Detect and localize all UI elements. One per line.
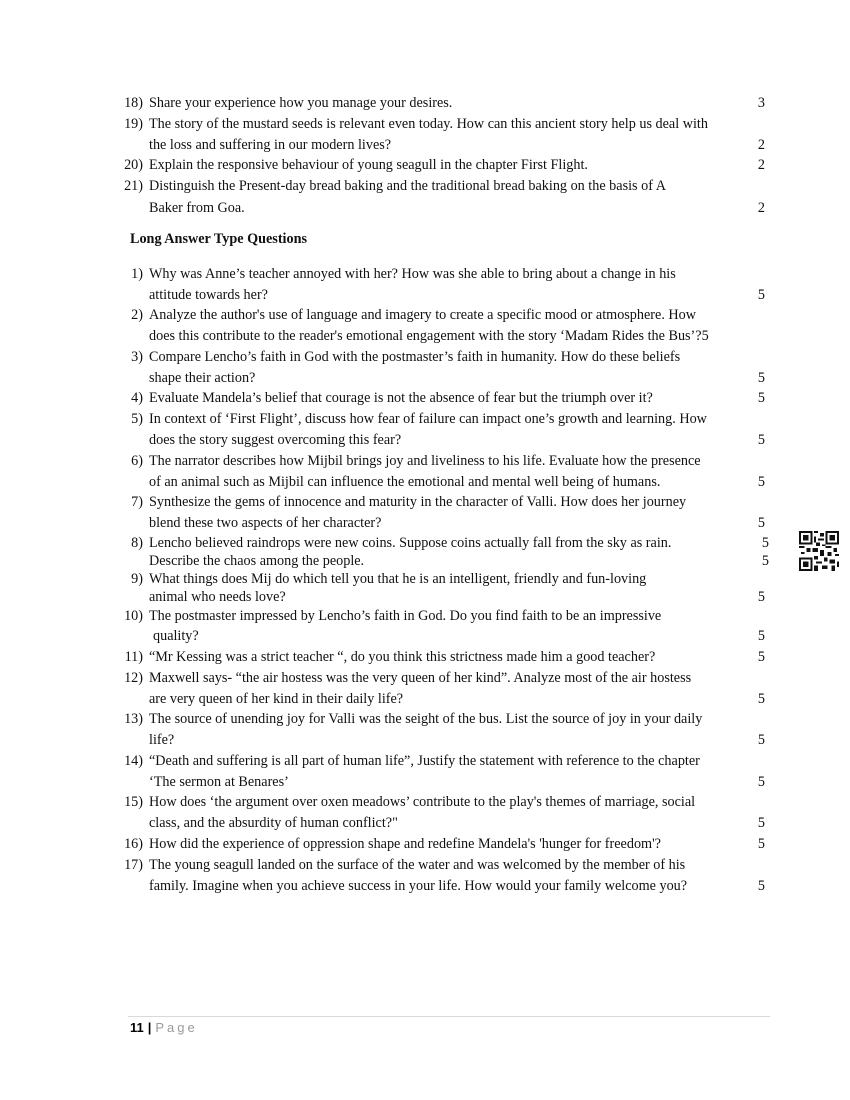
question-number: 15)	[124, 794, 143, 810]
question-marks: 5	[757, 836, 765, 852]
question-marks: 5	[757, 628, 765, 644]
question-text: ‘The sermon at Benares’	[149, 773, 289, 790]
question-number: 10)	[124, 608, 143, 624]
question-number: 4)	[131, 390, 143, 406]
question-marks: 5	[757, 649, 765, 665]
question-text: In context of ‘First Flight’, discuss how fear of failure can impact one’s growth and learning. How	[149, 411, 707, 427]
question-marks: 5	[761, 535, 769, 551]
question-text: shape their action?	[149, 370, 256, 386]
question-marks: 5	[757, 370, 765, 386]
question-marks: 5	[757, 474, 765, 490]
question-text: The story of the mustard seeds is relevant even today. How can this ancient story help us deal with	[149, 116, 708, 132]
question-number: 20)	[124, 157, 143, 173]
question-text: “Mr Kessing was a strict teacher “, do you think this strictness made him a good teacher?	[149, 649, 656, 665]
question-marks: 2	[757, 136, 765, 153]
question-number: 18)	[124, 95, 143, 111]
question-text: The young seagull landed on the surface of the water and was welcomed by the member of his	[149, 857, 686, 873]
section-heading: Long Answer Type Questions	[130, 231, 307, 247]
question-number: 13)	[124, 711, 143, 727]
question-text: What things does Mij do which tell you that he is an intelligent, friendly and fun-loving	[149, 571, 647, 587]
qr-code-icon	[799, 531, 839, 571]
question-text: life?	[149, 732, 175, 748]
question-number: 17)	[124, 857, 143, 873]
question-marks: 5	[757, 515, 765, 531]
question-text: Describe the chaos among the people.	[149, 553, 365, 569]
question-text: Explain the responsive behaviour of young seagull in the chapter First Flight.	[149, 157, 588, 173]
footer-separator: |	[147, 1020, 152, 1035]
question-number: 1)	[131, 266, 143, 282]
question-text: The postmaster impressed by Lencho’s faith in God. Do you find faith to be an impressive	[149, 608, 662, 624]
question-text: class, and the absurdity of human conflict?"	[149, 815, 398, 831]
page-footer	[130, 1020, 198, 1035]
question-marks: 5	[757, 815, 765, 831]
question-text: Distinguish the Present-day bread baking and the traditional bread baking on the basis of A	[149, 178, 666, 194]
question-marks: 3	[757, 95, 765, 111]
question-number: 5)	[131, 411, 143, 427]
question-number: 21)	[124, 178, 143, 194]
question-number: 12)	[124, 670, 143, 686]
question-marks: 5	[757, 589, 765, 605]
question-text: of an animal such as Mijbil can influence the emotional and mental well being of humans.	[149, 474, 661, 490]
question-number: 19)	[124, 116, 143, 132]
question-text: How did the experience of oppression shape and redefine Mandela's 'hunger for freedom'?	[149, 836, 661, 852]
question-text: Lencho believed raindrops were new coins. Suppose coins actually fall from the sky as rain.	[149, 535, 672, 551]
question-marks: 5	[757, 432, 765, 448]
question-text: blend these two aspects of her character?	[149, 515, 382, 531]
question-text: Maxwell says- “the air hostess was the very queen of her kind”. Analyze most of the air hostess	[149, 670, 692, 686]
question-text: does this contribute to the reader's emotional engagement with the story ‘Madam Rides the Bus’?5	[149, 327, 709, 344]
question-text: Compare Lencho’s faith in God with the postmaster’s faith in humanity. How do these beliefs	[149, 349, 681, 365]
question-text: does the story suggest overcoming this fear?	[149, 432, 402, 448]
question-marks: 2	[757, 199, 765, 216]
question-marks: 5	[757, 773, 765, 790]
footer-divider	[128, 1016, 770, 1017]
question-text: How does ‘the argument over oxen meadows’ contribute to the play's themes of marriage, social	[149, 794, 696, 810]
question-text: Share your experience how you manage your desires.	[149, 95, 453, 111]
question-number: 2)	[131, 307, 143, 323]
question-text: Synthesize the gems of innocence and maturity in the character of Valli. How does her journey	[149, 494, 687, 510]
question-text: family. Imagine when you achieve success in your life. How would your family welcome you?	[149, 878, 688, 894]
question-text: “Death and suffering is all part of human life”, Justify the statement with reference to the chapter	[149, 753, 700, 769]
question-text: Why was Anne’s teacher annoyed with her? How was she able to bring about a change in his	[149, 266, 676, 282]
question-text: The narrator describes how Mijbil brings joy and liveliness to his life. Evaluate how the presence	[149, 453, 701, 469]
question-text: Analyze the author's use of language and imagery to create a specific mood or atmosphere. How	[149, 307, 696, 323]
question-text: are very queen of her kind in their daily life?	[149, 691, 404, 707]
question-marks: 5	[757, 691, 765, 707]
page-label: Page	[155, 1020, 198, 1035]
question-text: The source of unending joy for Valli was the seight of the bus. List the source of joy in your daily	[149, 711, 703, 727]
question-marks: 5	[757, 390, 765, 406]
question-number: 16)	[124, 836, 143, 852]
question-number: 11)	[124, 649, 143, 665]
question-marks: 5	[761, 553, 769, 569]
question-number: 3)	[131, 349, 143, 365]
question-marks: 5	[757, 878, 765, 894]
question-text: the loss and suffering in our modern lives?	[149, 136, 392, 153]
question-number: 7)	[131, 494, 143, 510]
question-text: Evaluate Mandela’s belief that courage is not the absence of fear but the triumph over it?	[149, 390, 653, 406]
question-number: 14)	[124, 753, 143, 769]
question-marks: 2	[757, 157, 765, 173]
question-marks: 5	[757, 286, 765, 303]
page-number: 11	[130, 1020, 144, 1035]
question-text: attitude towards her?	[149, 286, 268, 303]
question-marks: 5	[757, 732, 765, 748]
question-text: animal who needs love?	[149, 589, 286, 605]
question-text: Baker from Goa.	[149, 199, 245, 216]
question-number: 6)	[131, 453, 143, 469]
question-number: 8)	[131, 535, 143, 551]
question-text: quality?	[153, 628, 199, 644]
question-number: 9)	[131, 571, 143, 587]
